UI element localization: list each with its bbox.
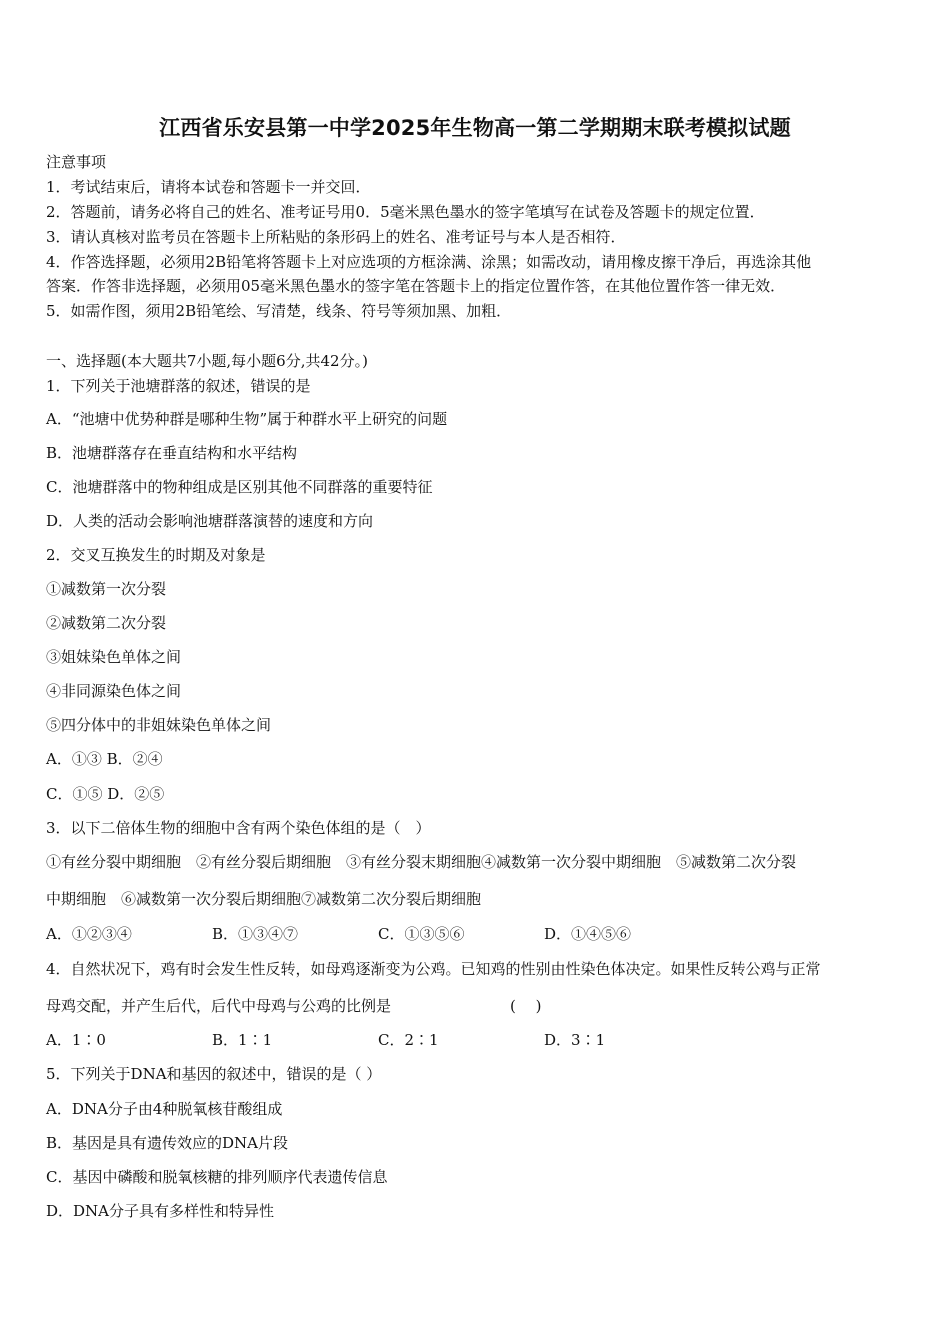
answer-option: C．2∶1 — [378, 1031, 439, 1049]
answer-options-row — [46, 924, 631, 944]
answer-option: C．基因中磷酸和脱氧核糖的排列顺序代表遗传信息 — [46, 1168, 388, 1186]
question-item: ①减数第一次分裂 — [46, 580, 167, 598]
question-item: ⑤四分体中的非姐妹染色单体之间 — [46, 716, 272, 734]
question-item: ②减数第二次分裂 — [46, 614, 167, 632]
answer-option: D．3∶1 — [544, 1031, 606, 1049]
question-item: ④非同源染色体之间 — [46, 682, 182, 700]
answer-option: B．基因是具有遗传效应的DNA片段 — [46, 1134, 289, 1152]
question-text: 中期细胞 ⑥减数第一次分裂后期细胞⑦减数第二次分裂后期细胞 — [46, 890, 482, 908]
answer-option: A．“池塘中优势种群是哪种生物”属于种群水平上研究的问题 — [46, 410, 448, 428]
answer-option: D．人类的活动会影响池塘群落演替的速度和方向 — [46, 512, 374, 530]
question-stem: 3．以下二倍体生物的细胞中含有两个染色体组的是（ ） — [46, 819, 431, 837]
answer-option: A．1∶0 — [46, 1031, 106, 1049]
answer-option: A．①②③④ — [46, 925, 132, 943]
question-stem — [46, 996, 542, 1016]
answer-option: D．①④⑤⑥ — [544, 925, 632, 943]
notice-item: 5．如需作图，须用2B铅笔绘、写清楚，线条、符号等须加黑、加粗． — [46, 302, 512, 320]
question-stem: 4．自然状况下，鸡有时会发生性反转，如母鸡逐渐变为公鸡。已知鸡的性别由性染色体决定。如果性反转公鸡与正常 — [46, 960, 821, 978]
answer-paren: ( ) — [510, 997, 542, 1015]
notice-item: 2．答题前，请务必将自己的姓名、准考证号用0．5毫米黑色墨水的签字笔填写在试卷及答题卡的规定位置． — [46, 203, 765, 221]
answer-option: C．①③⑤⑥ — [378, 925, 465, 943]
notice-item: 答案．作答非选择题，必须用05毫米黑色墨水的签字笔在答题卡上的指定位置作答，在其他位置作答一律无效． — [46, 277, 786, 295]
answer-option: B．1∶1 — [212, 1031, 273, 1049]
question-item: ③姐妹染色单体之间 — [46, 648, 182, 666]
question-stem-text: 母鸡交配，并产生后代，后代中母鸡与公鸡的比例是 — [46, 997, 392, 1015]
answer-option: C．①⑤ D．②⑤ — [46, 785, 165, 803]
answer-option: A．DNA分子由4种脱氧核苷酸组成 — [46, 1100, 283, 1118]
answer-option: B．池塘群落存在垂直结构和水平结构 — [46, 444, 298, 462]
question-stem: 1．下列关于池塘群落的叙述，错误的是 — [46, 377, 311, 395]
question-text: ①有丝分裂中期细胞 ②有丝分裂后期细胞 ③有丝分裂末期细胞④减数第一次分裂中期细胞 ⑤减数第二次分裂 — [46, 853, 797, 871]
notice-item: 3．请认真核对监考员在答题卡上所粘贴的条形码上的姓名、准考证号与本人是否相符． — [46, 228, 626, 246]
notice-item: 4．作答选择题，必须用2B铅笔将答题卡上对应选项的方框涂满、涂黑；如需改动，请用橡皮擦干净后，再选涂其他 — [46, 253, 812, 271]
answer-options-row — [46, 1030, 605, 1050]
answer-option: A．①③ B．②④ — [46, 750, 163, 768]
section-heading: 一、选择题(本大题共7小题,每小题6分,共42分。) — [46, 352, 368, 370]
question-stem: 5．下列关于DNA和基因的叙述中，错误的是（ ） — [46, 1065, 382, 1083]
answer-option: B．①③④⑦ — [212, 925, 299, 943]
answer-option: D．DNA分子具有多样性和特异性 — [46, 1202, 275, 1220]
page-title: 江西省乐安县第一中学2025年生物高一第二学期期末联考模拟试题 — [159, 116, 791, 140]
notice-heading: 注意事项 — [46, 153, 107, 171]
answer-option: C．池塘群落中的物种组成是区别其他不同群落的重要特征 — [46, 478, 433, 496]
notice-item: 1．考试结束后，请将本试卷和答题卡一并交回． — [46, 178, 371, 196]
question-stem: 2．交叉互换发生的时期及对象是 — [46, 546, 266, 564]
